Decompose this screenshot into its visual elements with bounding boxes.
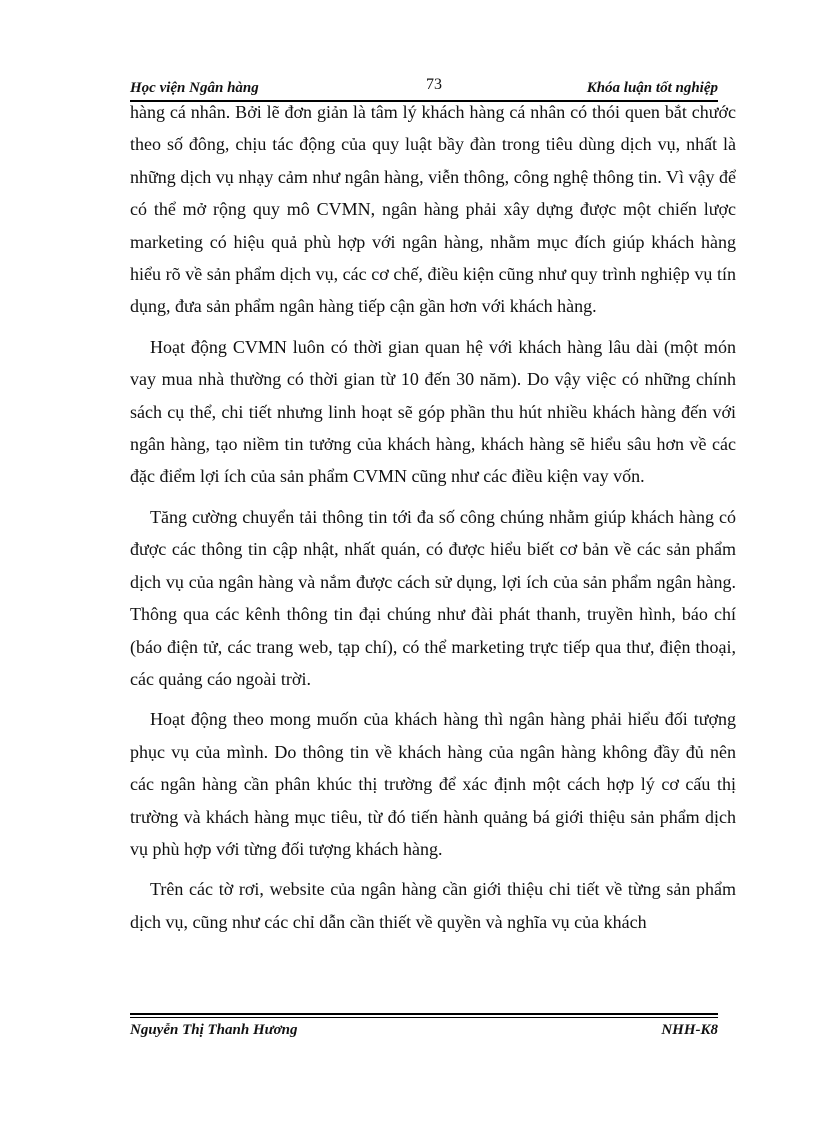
paragraph: Hoạt động theo mong muốn của khách hàng thì ngân hàng phải hiểu đối tượng phục vụ của mình. Do thông tin về khách hàng của ngân hàng không đầy đủ nên các ngân hàng cần phân khúc thị trường để xác định một cách hợp lý cơ cấu thị trường và khách hàng mục tiêu, từ đó tiến hành quảng bá giới thiệu sản phẩm dịch vụ phù hợp với từng đối tượng khách hàng. xyxy=(130,709,736,859)
paragraph: Tăng cường chuyển tải thông tin tới đa số công chúng nhằm giúp khách hàng có được các thông tin cập nhật, nhất quán, có được hiểu biết cơ bản về các sản phẩm dịch vụ của ngân hàng và nắm được cách sử dụng, lợi ích của sản phẩm ngân hàng. Thông qua các kênh thông tin đại chúng như đài phát thanh, truyền hình, báo chí (báo điện tử, các trang web, tạp chí), có thể marketing trực tiếp qua thư, điện thoại, các quảng cáo ngoài trời. xyxy=(130,506,736,689)
paragraph: Trên các tờ rơi, website của ngân hàng cần giới thiệu chi tiết về từng sản phẩm dịch vụ, cũng như các chỉ dẫn cần thiết về quyền và nghĩa vụ của khách xyxy=(130,879,736,932)
paragraph: hàng cá nhân. Bởi lẽ đơn giản là tâm lý khách hàng cá nhân có thói quen bắt chước theo số đông, chịu tác động của quy luật bầy đàn trong tiêu dùng dịch vụ, nhất là những dịch vụ nhạy cảm như ngân hàng, viễn thông, công nghệ thông tin. Vì vậy để có thể mở rộng quy mô CVMN, ngân hàng phải xây dựng được một chiến lược marketing có hiệu quả phù hợp với ngân hàng, nhằm mục đích giúp khách hàng hiểu rõ về sản phẩm dịch vụ, các cơ chế, điều kiện cũng như quy trình nghiệp vụ tín dụng, đưa sản phẩm ngân hàng tiếp cận gần hơn với khách hàng. xyxy=(130,102,736,317)
body-text xyxy=(130,96,736,946)
footer-rule xyxy=(130,1013,718,1015)
page-footer xyxy=(130,1022,718,1044)
footer-author: Nguyễn Thị Thanh Hương xyxy=(130,1022,298,1038)
page-number: 73 xyxy=(426,76,442,93)
paragraph: Hoạt động CVMN luôn có thời gian quan hệ với khách hàng lâu dài (một món vay mua nhà thường có thời gian từ 10 đến 30 năm). Do vậy việc có những chính sách cụ thể, chi tiết nhưng linh hoạt sẽ góp phần thu hút nhiều khách hàng đến với ngân hàng, tạo niềm tin tưởng của khách hàng, khách hàng sẽ hiểu sâu hơn về các đặc điểm lợi ích của sản phẩm CVMN cũng như các điều kiện vay vốn. xyxy=(130,336,736,487)
footer-class: NHH-K8 xyxy=(661,1022,718,1038)
header-document-type: Khóa luận tốt nghiệp xyxy=(586,80,718,96)
header-institution: Học viện Ngân hàng xyxy=(130,80,259,96)
footer-rule-thin xyxy=(130,1017,718,1018)
